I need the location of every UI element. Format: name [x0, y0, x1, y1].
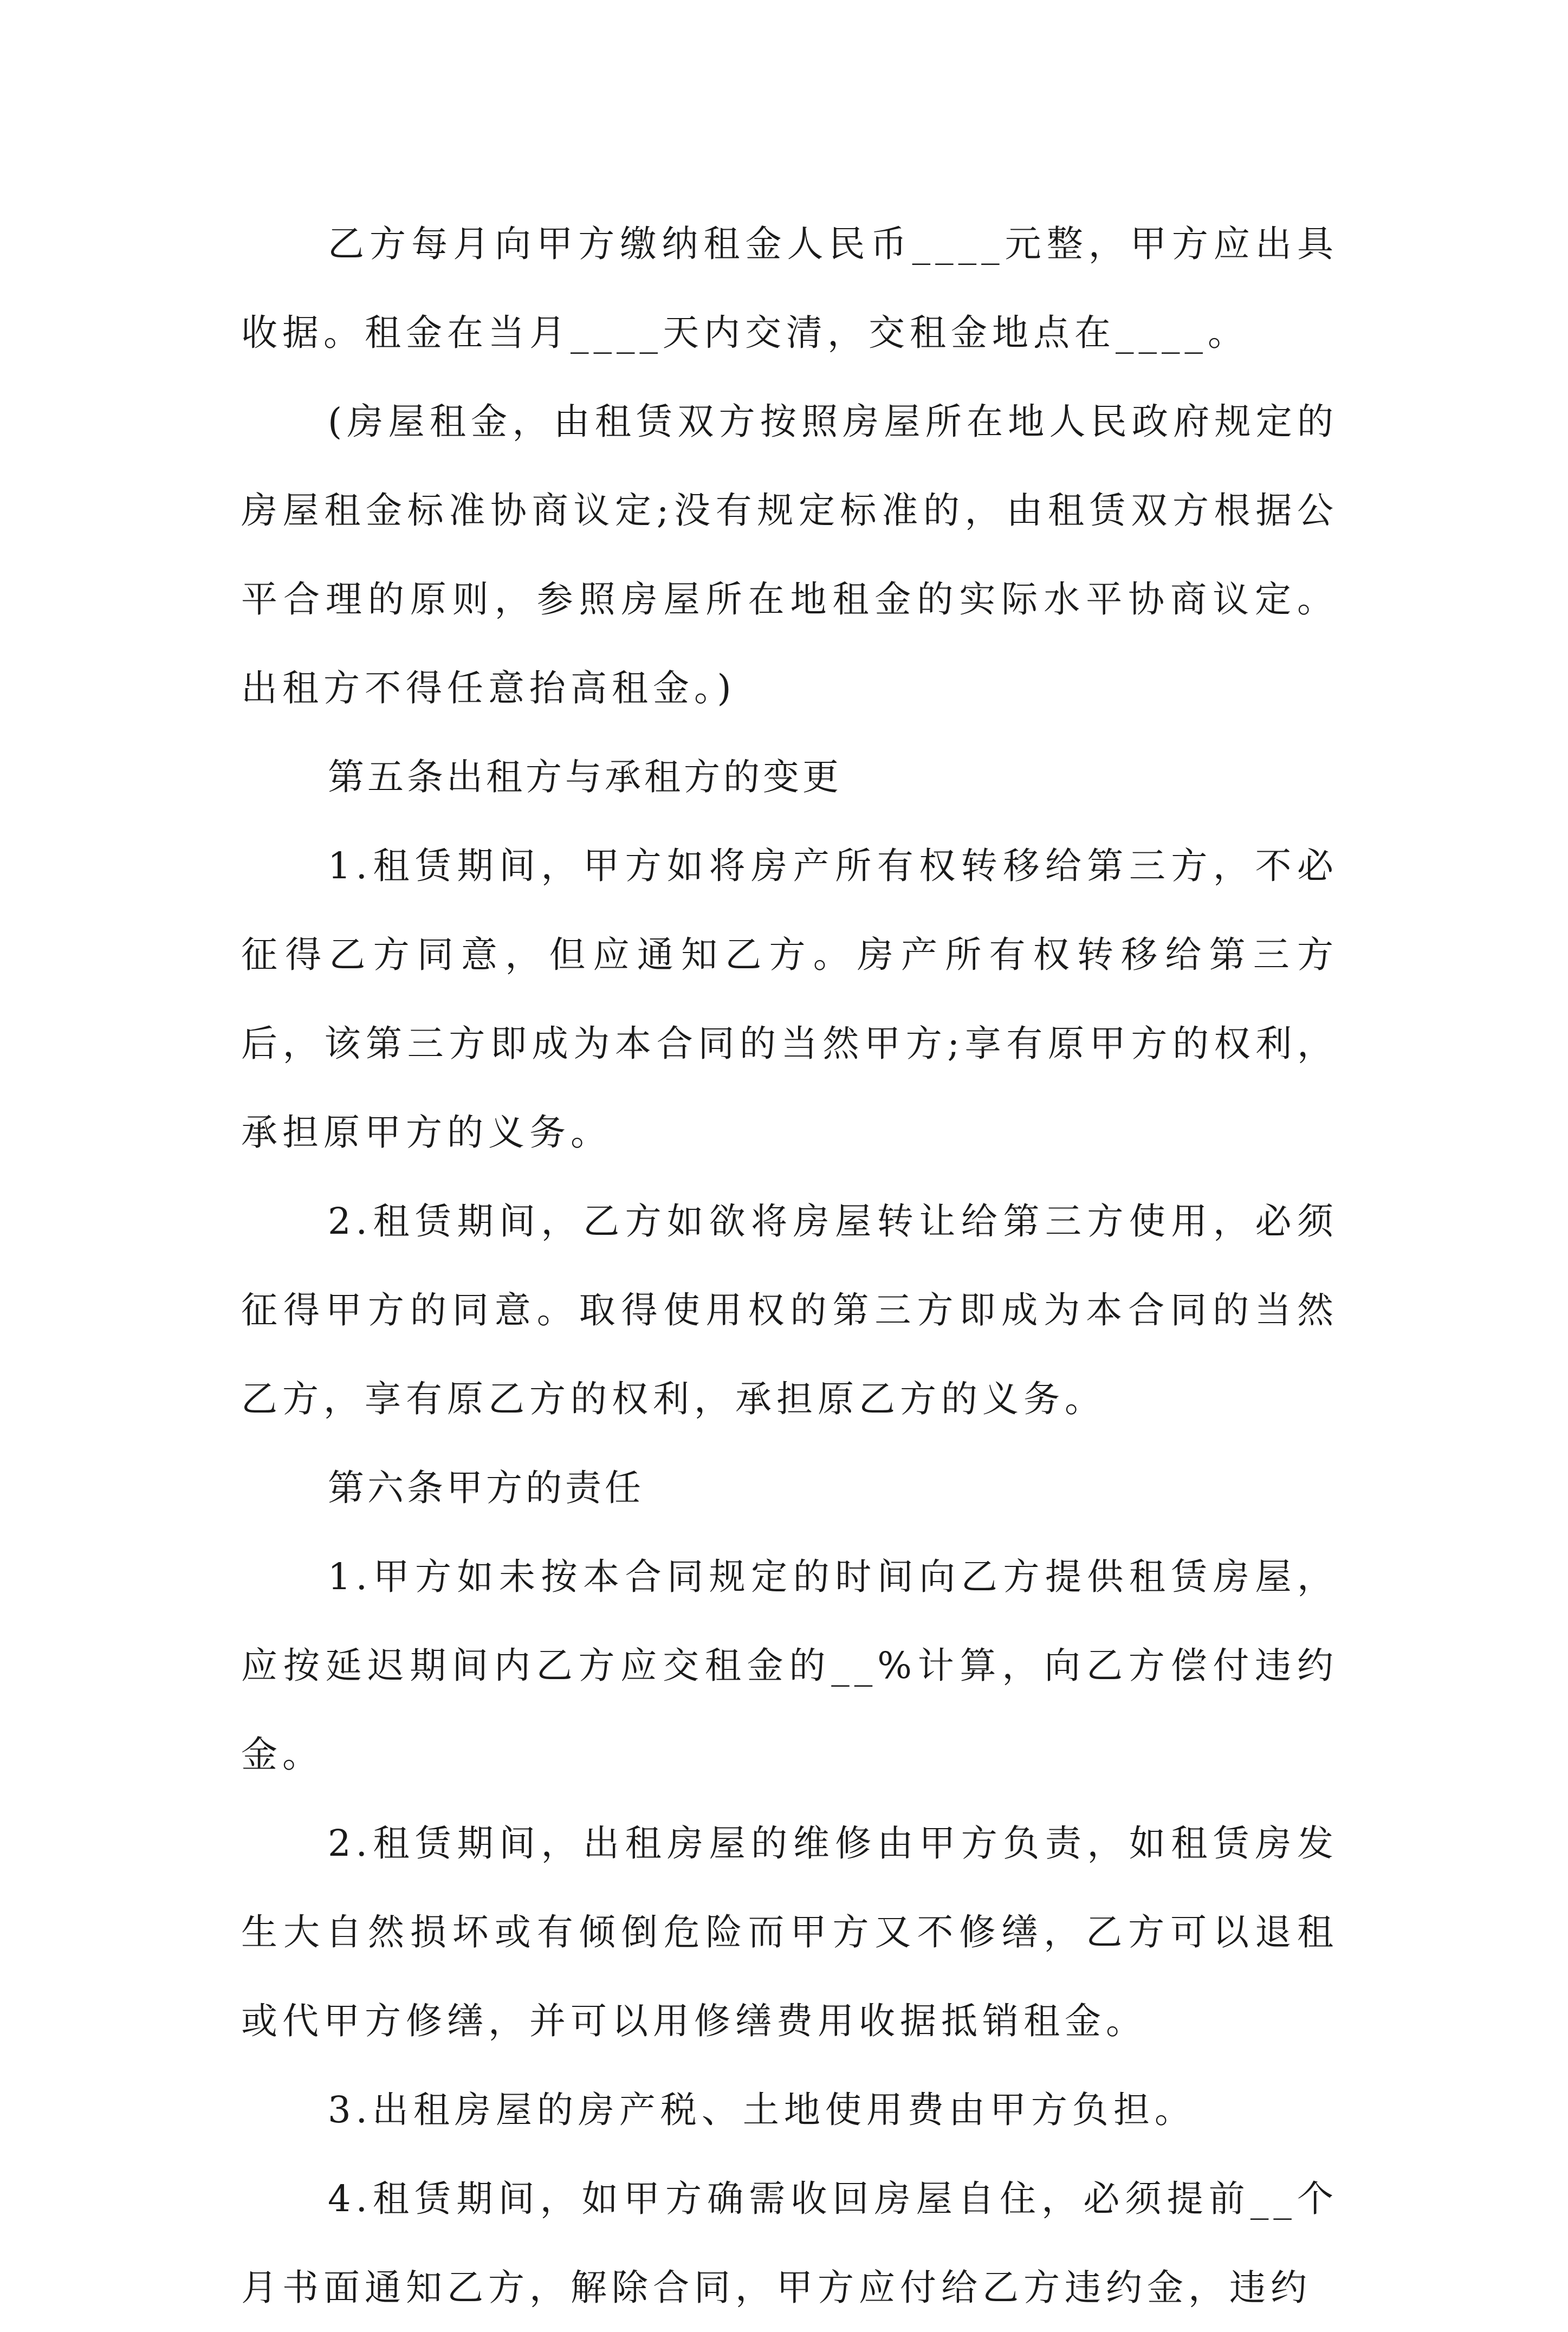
paragraph-rent-standard: (房屋租金，由租赁双方按照房屋所在地人民政府规定的房屋租金标准协商议定;没有规定标准的，由租赁双方根据公平合理的原则，参照房屋所在地租金的实际水平协商议定。出租方不得任意抬高租金。): [241, 400, 1338, 709]
heading-article-6: 第六条甲方的责任: [328, 1467, 644, 1509]
paragraph-article-6-item-4: 4.租赁期间，如甲方确需收回房屋自住，必须提前__个月书面通知乙方，解除合同，甲方应付给乙方违约金，违约: [241, 2178, 1338, 2309]
paragraph-rent-payment: 乙方每月向甲方缴纳租金人民币____元整，甲方应出具收据。租金在当月____天内交清，交租金地点在____。: [241, 223, 1338, 354]
heading-article-5: 第五条出租方与承租方的变更: [328, 756, 842, 798]
paragraph-article-6-item-3: 3.出租房屋的房产税、土地使用费由甲方负担。: [328, 2089, 1196, 2131]
paragraph-article-5-item-2: 2.租赁期间，乙方如欲将房屋转让给第三方使用，必须征得甲方的同意。取得使用权的第三方即成为本合同的当然乙方，享有原乙方的权利，承担原乙方的义务。: [241, 1200, 1338, 1420]
document-body: [241, 199, 1338, 2332]
paragraph-article-5-item-1: 1.租赁期间，甲方如将房产所有权转移给第三方，不必征得乙方同意，但应通知乙方。房产所有权转移给第三方后，该第三方即成为本合同的当然甲方;享有原甲方的权利，承担原甲方的义务。: [241, 845, 1338, 1154]
paragraph-article-6-item-2: 2.租赁期间，出租房屋的维修由甲方负责，如租赁房发生大自然损坏或有倾倒危险而甲方又不修缮，乙方可以退租或代甲方修缮，并可以用修缮费用收据抵销租金。: [241, 1822, 1338, 2042]
paragraph-article-6-item-1: 1.甲方如未按本合同规定的时间向乙方提供租赁房屋，应按延迟期间内乙方应交租金的__%计算，向乙方偿付违约金。: [241, 1556, 1338, 1776]
